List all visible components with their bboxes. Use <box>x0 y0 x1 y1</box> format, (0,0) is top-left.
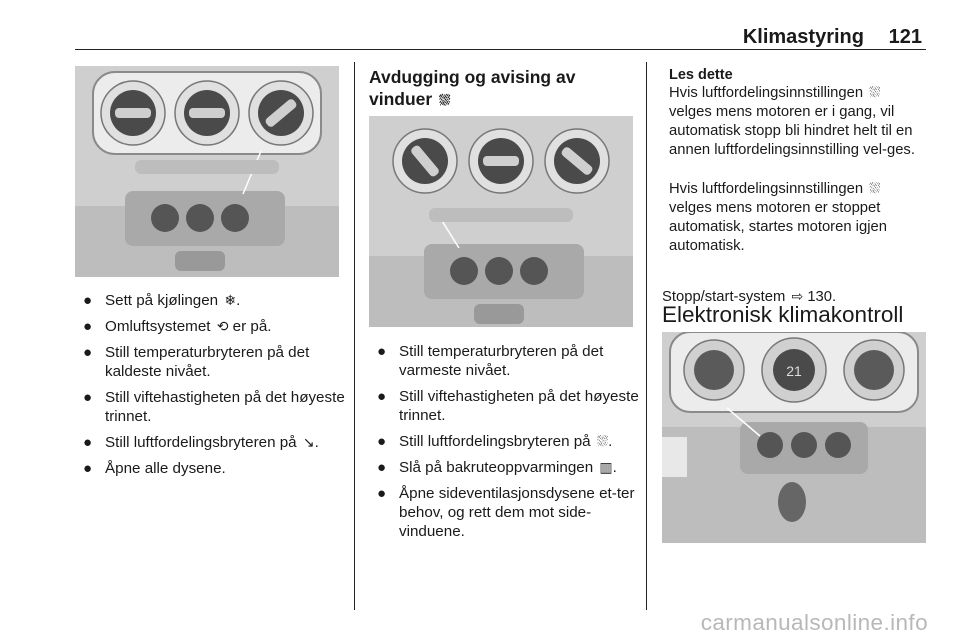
list-item: ● Still temperaturbryteren på det kaldeste nivået. <box>83 344 310 380</box>
list-item: ● Still luftfordelingsbryteren på ⛆. <box>377 433 613 450</box>
defrost-windscreen-icon: ⛆ <box>869 84 881 100</box>
list-item: ● Still viftehastigheten på det høyeste trinnet. <box>83 389 345 425</box>
section-heading-defrost: Avdugging og avising av vinduer ⛆ <box>369 67 576 109</box>
defrost-windscreen-icon: ⛆ <box>439 92 451 108</box>
list-item: ● Slå på bakruteoppvarmingen ▥. <box>377 459 617 476</box>
recirculation-icon: ⟲ <box>216 318 229 334</box>
rear-window-heating-icon: ▥ <box>599 459 613 475</box>
page-reference-arrow-icon: ⇨ <box>791 288 804 304</box>
defrost-windscreen-icon: ⛆ <box>869 180 881 196</box>
snowflake-icon: ❄ <box>224 292 237 308</box>
airflow-face-icon: ↘ <box>302 434 315 450</box>
list-item: ● Sett på kjølingen ❄. <box>83 292 241 309</box>
list-item: ● Omluftsystemet ⟲ er på. <box>83 318 272 335</box>
page-header <box>75 14 926 50</box>
figure-electronic-climate-control <box>662 332 926 543</box>
section-heading-electronic-climate: Elektronisk klimakontroll <box>662 302 904 327</box>
note-paragraph-1: Hvis luftfordelingsinnstillingen ⛆ velges mens motoren er i gang, vil automatisk stopp bli hindret helt til en annen luftfordelingsinnstilling vel-ges. <box>669 84 915 158</box>
list-item: ● Still viftehastigheten på det høyeste trinnet. <box>377 388 639 424</box>
left-bullet-list <box>75 291 345 485</box>
page-title: Klimastyring <box>742 26 864 48</box>
list-item: ● Åpne sideventilasjonsdysene et-ter behov, og rett dem mot side-vinduene. <box>377 485 635 540</box>
note-paragraph-2: Hvis luftfordelingsinnstillingen ⛆ velges mens motoren er stoppet automatisk, startes motoren igjen automatisk. <box>669 180 887 254</box>
figure-climate-controls-defrost <box>369 116 633 327</box>
note-heading: Les dette <box>669 67 733 83</box>
cross-reference[interactable]: Stopp/start-system ⇨ 130. <box>662 288 837 305</box>
temperature-display: 21 <box>786 363 802 379</box>
page-number: 121 <box>888 26 922 48</box>
column-divider-right <box>646 62 647 610</box>
defrost-windscreen-icon: ⛆ <box>596 433 609 449</box>
column-divider-left <box>354 62 355 610</box>
middle-bullet-list <box>369 342 641 548</box>
list-item: ● Still luftfordelingsbryteren på ↘. <box>83 434 319 451</box>
list-item: ● Åpne alle dysene. <box>83 460 226 477</box>
figure-climate-controls-cooling <box>75 66 339 277</box>
list-item: ● Still temperaturbryteren på det varmeste nivået. <box>377 343 604 379</box>
watermark: carmanualsonline.info <box>700 610 928 635</box>
